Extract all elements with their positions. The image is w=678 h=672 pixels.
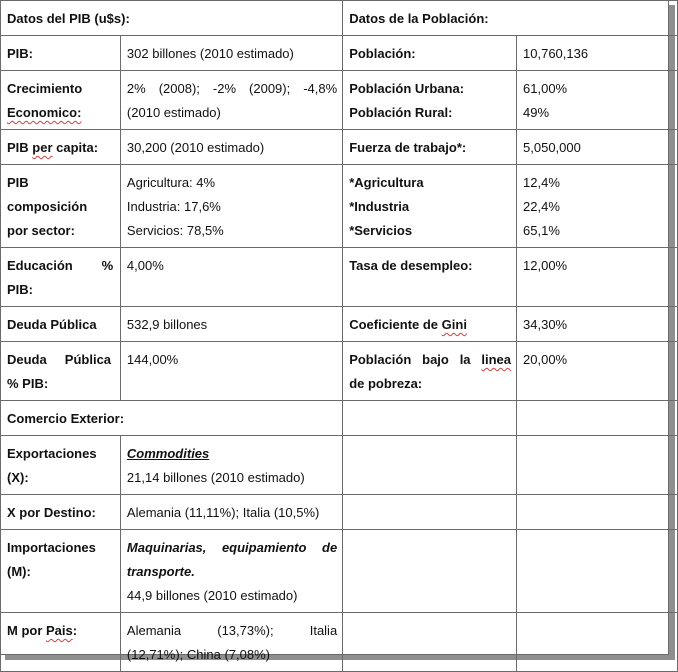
pib-section-header: Datos del PIB (u$s): [1, 1, 343, 36]
deuda-value: 532,9 billones [120, 307, 342, 342]
importaciones-label: Importaciones (M): [1, 530, 121, 613]
importaciones-value: Maquinarias, equipamiento de transporte. 44,9 billones (2010 estimado) [120, 530, 342, 613]
table-row [1, 495, 678, 530]
gini-value: 34,30% [517, 307, 678, 342]
exportaciones-label: Exportaciones (X): [1, 436, 121, 495]
empty-cell [517, 436, 678, 495]
poblacion-value: 10,760,136 [517, 36, 678, 71]
table-row [1, 307, 678, 342]
deuda-pib-value: 144,00% [120, 342, 342, 401]
deuda-label: Deuda Pública [1, 307, 121, 342]
table-row [1, 436, 678, 495]
pib-value: 302 billones (2010 estimado) [120, 36, 342, 71]
composicion-label: PIB composición por sector: [1, 165, 121, 248]
empty-cell [343, 613, 517, 672]
fuerza-label: Fuerza de trabajo*: [343, 130, 517, 165]
comercio-header: Comercio Exterior: [1, 401, 343, 436]
x-destino-label: X por Destino: [1, 495, 121, 530]
pib-capita-label: PIB per capita: [1, 130, 121, 165]
table-row [1, 248, 678, 307]
gini-label: Coeficiente de Gini [343, 307, 517, 342]
table-row [1, 1, 678, 36]
empty-cell [343, 495, 517, 530]
exportaciones-value: Commodities 21,14 billones (2010 estimado) [120, 436, 342, 495]
x-destino-value: Alemania (11,11%); Italia (10,5%) [120, 495, 342, 530]
table-row [1, 36, 678, 71]
crecimiento-label: Crecimiento Economico: [1, 71, 121, 130]
table-row [1, 342, 678, 401]
population-section-header: Datos de la Población: [343, 1, 678, 36]
pobreza-value: 20,00% [517, 342, 678, 401]
empty-cell [517, 613, 678, 672]
urbana-rural-values: 61,00% 49% [517, 71, 678, 130]
empty-cell [343, 401, 517, 436]
pib-label: PIB: [1, 36, 121, 71]
crecimiento-value: 2% (2008); -2% (2009); -4,8% (2010 estimado) [120, 71, 342, 130]
empty-cell [517, 530, 678, 613]
table-row [1, 130, 678, 165]
fuerza-value: 5,050,000 [517, 130, 678, 165]
table-row [1, 530, 678, 613]
sector-labels: *Agricultura *Industria *Servicios [343, 165, 517, 248]
sector-values: 12,4% 22,4% 65,1% [517, 165, 678, 248]
desempleo-label: Tasa de desempleo: [343, 248, 517, 307]
pobreza-label: Población bajo la linea de pobreza: [343, 342, 517, 401]
empty-cell [517, 495, 678, 530]
pib-capita-value: 30,200 (2010 estimado) [120, 130, 342, 165]
table-row [1, 165, 678, 248]
desempleo-value: 12,00% [517, 248, 678, 307]
empty-cell [343, 530, 517, 613]
educacion-label: Educación % PIB: [1, 248, 121, 307]
table-row [1, 401, 678, 436]
poblacion-label: Población: [343, 36, 517, 71]
table-row [1, 71, 678, 130]
empty-cell [517, 401, 678, 436]
deuda-pib-label: Deuda Pública % PIB: [1, 342, 121, 401]
educacion-value: 4,00% [120, 248, 342, 307]
m-pais-label: M por Pais: [1, 613, 121, 672]
composicion-values: Agricultura: 4% Industria: 17,6% Servicios: 78,5% [120, 165, 342, 248]
m-pais-value: Alemania (13,73%); Italia (12,71%); China (7,08%) [120, 613, 342, 672]
empty-cell [343, 436, 517, 495]
table-row [1, 613, 678, 672]
urbana-rural-labels: Población Urbana: Población Rural: [343, 71, 517, 130]
